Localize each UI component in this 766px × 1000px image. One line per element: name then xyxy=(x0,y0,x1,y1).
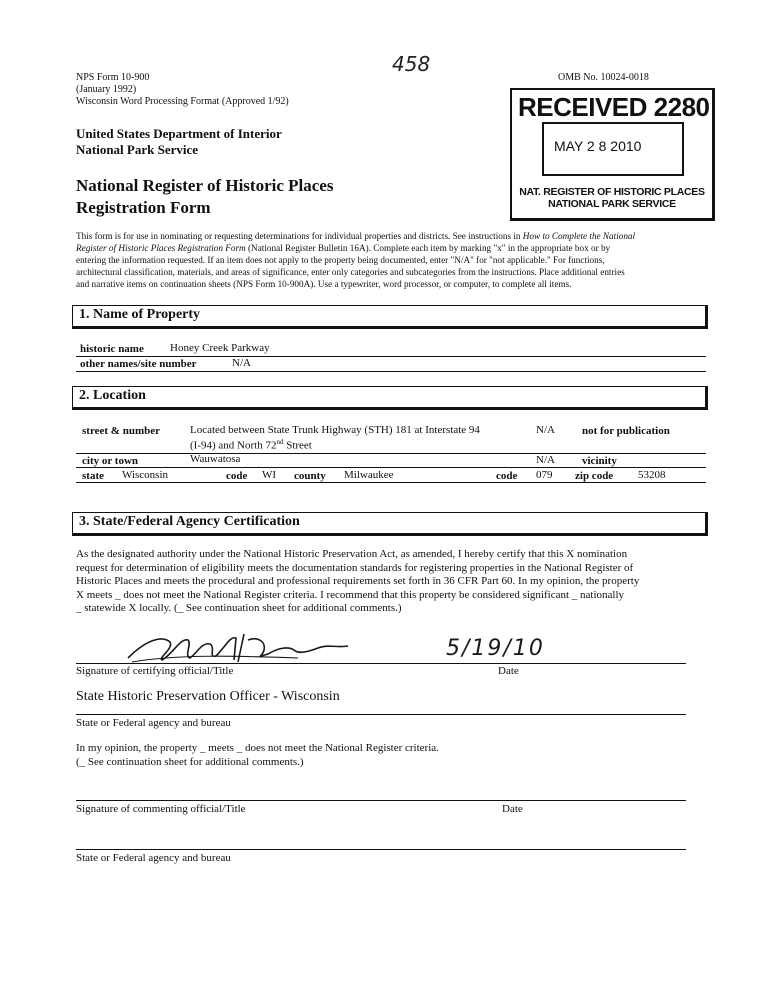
form-number: NPS Form 10-900 xyxy=(76,72,150,83)
street-line2: (I-94) and North 72nd Street xyxy=(190,438,312,452)
city-value: Wauwatosa xyxy=(190,453,241,465)
rule xyxy=(76,663,686,664)
opinion-text: In my opinion, the property _ meets _ does not meet the National Register criteria. (_ See continuation sheet for additional comments.) xyxy=(76,742,439,768)
form-date: (January 1992) xyxy=(76,84,137,95)
section1-header xyxy=(72,305,708,329)
agency-line2: National Park Service xyxy=(76,142,199,157)
other-names-label: other names/site number xyxy=(80,358,197,370)
historic-name-label: historic name xyxy=(80,343,144,355)
received-stamp xyxy=(510,88,715,221)
certification-paragraph: As the designated authority under the National Historic Preservation Act, as amended, I hereby certify that this X nomination request for determination of eligibility meets the documentation standards for registering properties in the National Register of Historic Places and meets the procedural and professional requirements set forth in 36 CFR Part 60. In my opinion, the property X meets _ does not meet the National Register criteria. I recommend that this property be considered significant _ nationally _ statewide X locally. (_ See continuation sheet for additional comments.) xyxy=(76,548,640,614)
rule xyxy=(76,800,686,801)
zip-label: zip code xyxy=(575,470,614,482)
stamp-received: RECEIVED 2280 xyxy=(518,92,710,122)
section2-header xyxy=(72,386,708,410)
certifying-date-label: Date xyxy=(498,665,519,677)
handwritten-date: 5/19/10 xyxy=(446,636,545,661)
historic-name-value: Honey Creek Parkway xyxy=(170,342,270,354)
county-code-label: code xyxy=(496,470,518,482)
section2-heading: 2. Location xyxy=(79,388,146,403)
county-value: Milwaukee xyxy=(344,469,394,481)
zip-value: 53208 xyxy=(638,469,666,481)
stamp-line2: NATIONAL PARK SERVICE xyxy=(548,198,676,210)
form-format: Wisconsin Word Processing Format (Approved 1/92) xyxy=(76,96,289,107)
rule xyxy=(76,714,686,715)
commenting-date-label: Date xyxy=(502,803,523,815)
city-label: city or town xyxy=(82,455,139,467)
section3-header xyxy=(72,512,708,536)
county-code-value: 079 xyxy=(536,469,553,481)
commenting-signature-label: Signature of commenting official/Title xyxy=(76,803,246,815)
stamp-date: MAY 2 8 2010 xyxy=(554,138,642,154)
rule xyxy=(76,453,706,454)
rule xyxy=(76,482,706,483)
state-code-value: WI xyxy=(262,469,277,481)
form-title-line1: National Register of Historic Places xyxy=(76,176,334,195)
rule xyxy=(76,467,706,468)
rule xyxy=(76,356,706,357)
street-label: street & number xyxy=(82,425,160,437)
form-title-line2: Registration Form xyxy=(76,198,211,217)
rule xyxy=(76,849,686,850)
section3-heading: 3. State/Federal Agency Certification xyxy=(79,514,300,529)
section1-heading: 1. Name of Property xyxy=(79,307,201,322)
not-for-publication: not for publication xyxy=(582,425,670,437)
state-code-label: code xyxy=(226,470,248,482)
instructions: This form is for use in nominating or requesting determinations for individual properties and districts. See instructions in How to Complete the National Register of Historic Places Registration Form (National Register Bulletin 16A). Complete each item by marking "x" in the appropriate box or by entering the information requested. If an item does not apply to the property being documented, enter "N/A" for "not applicable." For functions, architectural classification, materials, and areas of significance, enter only categories and subcategories from the instructions. Place additional entries and narrative items on continuation sheets (NPS Form 10-900A). Use a typewriter, word processor, or computer, to complete all items. xyxy=(76,231,636,289)
handwritten-signature xyxy=(118,628,358,666)
state-value: Wisconsin xyxy=(122,469,168,481)
handwritten-number: 458 xyxy=(392,52,431,76)
vicinity-label: vicinity xyxy=(582,455,617,467)
omb-number: OMB No. 10024-0018 xyxy=(558,72,649,83)
certifying-signature-label: Signature of certifying official/Title xyxy=(76,665,234,677)
officer-title: State Historic Preservation Officer - Wisconsin xyxy=(76,689,340,704)
agency-line1: United States Department of Interior xyxy=(76,126,282,141)
street-line1: Located between State Trunk Highway (STH) 181 at Interstate 94 xyxy=(190,424,480,436)
rule xyxy=(76,371,706,372)
city-na: N/A xyxy=(536,454,555,466)
state-label: state xyxy=(82,470,104,482)
other-names-value: N/A xyxy=(232,357,251,369)
stamp-line1: NAT. REGISTER OF HISTORIC PLACES xyxy=(519,186,705,198)
agency-bureau-label: State or Federal agency and bureau xyxy=(76,717,231,729)
county-label: county xyxy=(294,470,326,482)
street-na: N/A xyxy=(536,424,555,436)
stamp-date-box xyxy=(542,122,684,176)
agency-bureau-label-2: State or Federal agency and bureau xyxy=(76,852,231,864)
